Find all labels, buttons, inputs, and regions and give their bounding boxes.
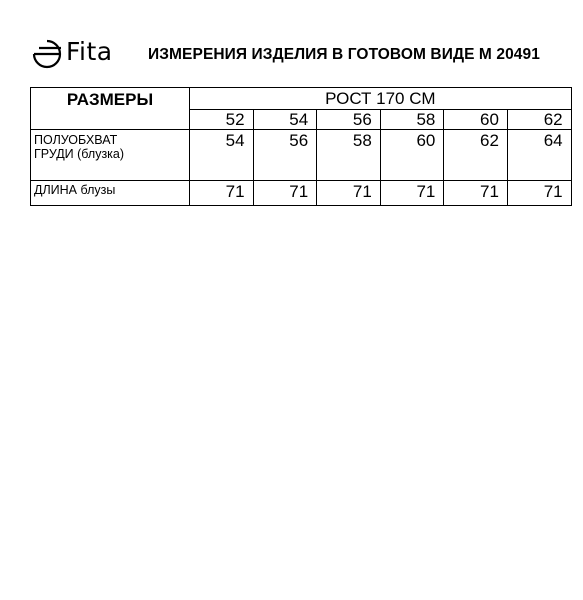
sizes-header: РАЗМЕРЫ [31,88,190,130]
size-cell: 52 [190,110,254,130]
size-cell: 62 [507,110,571,130]
value-cell: 58 [317,130,381,181]
brand-name: Fita [66,37,113,66]
row-label [31,130,190,181]
value-cell: 56 [253,130,317,181]
height-header: РОСТ 170 СМ [190,88,572,110]
fita-logo-icon [30,34,64,70]
size-cell: 58 [380,110,444,130]
table-header-row [31,88,572,110]
value-cell: 60 [380,130,444,181]
value-cell: 71 [317,181,381,206]
row-label-line: ГРУДИ (блузка) [34,147,125,161]
row-label-line: ПОЛУОБХВАТ [34,133,118,147]
size-cell: 56 [317,110,381,130]
page-header [30,34,570,74]
row-label [31,181,190,206]
brand-logo [30,34,113,70]
table-row [31,181,572,206]
table-row [31,130,572,181]
value-cell: 71 [380,181,444,206]
row-label-line: ДЛИНА блузы [34,183,116,197]
value-cell: 71 [253,181,317,206]
value-cell: 71 [444,181,508,206]
value-cell: 62 [444,130,508,181]
size-cell: 60 [444,110,508,130]
value-cell: 71 [190,181,254,206]
value-cell: 54 [190,130,254,181]
size-cell: 54 [253,110,317,130]
value-cell: 71 [507,181,571,206]
page-title: ИЗМЕРЕНИЯ ИЗДЕЛИЯ В ГОТОВОМ ВИДЕ М 20491 [148,46,540,63]
value-cell: 64 [507,130,571,181]
measurements-table [30,87,572,206]
